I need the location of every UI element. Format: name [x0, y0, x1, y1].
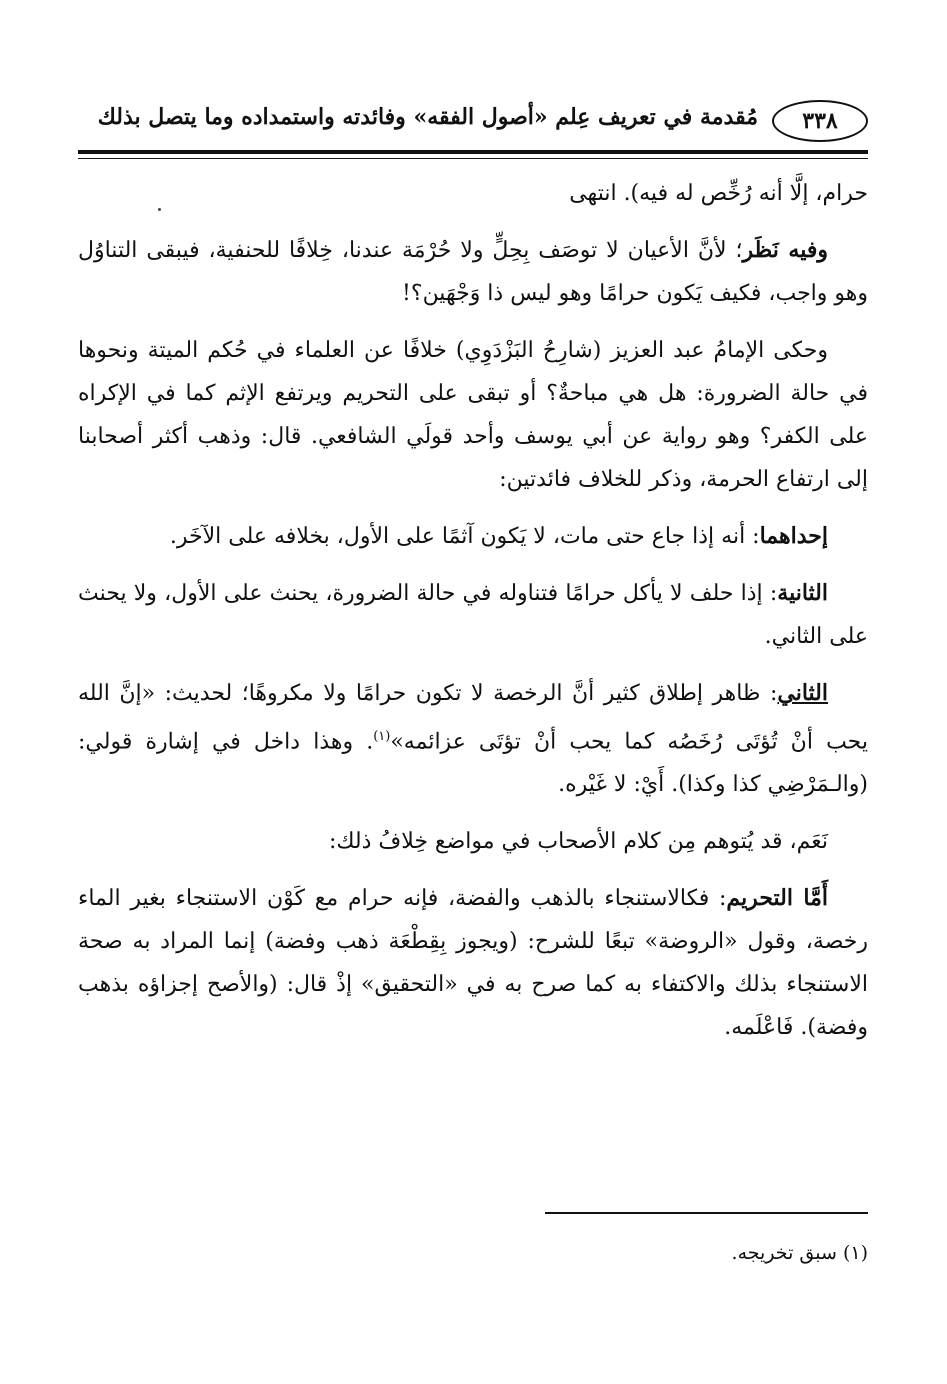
page-body	[78, 172, 868, 1063]
header-rule-thick	[78, 150, 868, 154]
paragraph-4-text: : أنه إذا جاع حتى مات، لا يَكون آثمًا على الأول، بخلافه على الآخَر.	[169, 524, 760, 549]
paragraph-2-text: ؛ لأنَّ الأعيان لا توصَف بِحِلٍّ ولا حُرْمَة عندنا، خِلافًا للحنفية، فيبقى التناوُل وهو واجب، فكيف يَكون حرامًا وهو ليس ذا وَجْهَين؟!	[78, 238, 868, 306]
paragraph-4	[78, 515, 868, 558]
page-header	[78, 100, 868, 144]
keyword-althani: الثاني	[777, 680, 828, 706]
paragraph-8-text: : فكالاستنجاء بالذهب والفضة، فإنه حرام مع كَوْن الاستنجاء بغير الماء رخصة، وقول «الروضة» تبعًا للشرح: (ويجوز بِقِطْعَة ذهب وفضة) إنما المراد به صحة الاستنجاء بذلك والاكتفاء به كما صرح به في «التحقيق» إذْ قال: (والأصح إجزاؤه بذهب وفضة). فَاعْلَمه.	[78, 886, 868, 1041]
paragraph-5-text: : إذا حلف لا يأكل حرامًا فتناوله في حالة الضرورة، يحنث على الأول، ولا يحنث على الثاني.	[78, 581, 868, 649]
paragraph-6	[78, 672, 868, 806]
header-rule-thin	[78, 158, 868, 159]
paragraph-8	[78, 877, 868, 1049]
keyword-althaniya: الثانية	[777, 580, 828, 606]
keyword-amma-altahrim: أَمَّا التحريم	[726, 885, 828, 912]
keyword-fihi-nazar: وفيه نَظَر	[742, 237, 828, 263]
paragraph-6-text-a: : ظاهر إطلاق كثير أنَّ الرخصة لا تكون حرامًا ولا مكروهًا؛ لحديث: «إنَّ الله يحب أنْ تُؤتَى رُخَصُه كما يحب أنْ تؤتَى عزائمه»	[78, 681, 868, 755]
footnote-separator	[545, 1212, 868, 1214]
page-number: ٣٣٨	[772, 100, 868, 142]
footnote-text: (١) سبق تخريجه.	[731, 1242, 868, 1264]
paragraph-3-text: وحكى الإمامُ عبد العزيز (شارِحُ البَزْدَوِي) خلافًا عن العلماء في حُكم الميتة ونحوها في حالة الضرورة: هل هي مباحةٌ؟ أو تبقى على التحريم ويرتفع الإثم كما في الإكراه على الكفر؟ وهو رواية عن أبي يوسف وأحد قولَي الشافعي. قال: وذهب أكثر أصحابنا إلى ارتفاع الحرمة، وذكر للخلاف فائدتين:	[78, 338, 869, 492]
keyword-ihdahuma: إحداهما	[759, 523, 828, 549]
paragraph-1-text: حرام، إلَّا أنه رُخِّص له فيه). انتهى	[569, 181, 868, 206]
footnote-reference[interactable]: (١)	[373, 729, 391, 744]
footnote	[78, 1242, 868, 1264]
paragraph-7-text: نَعَم، قد يُتوهم مِن كلام الأصحاب في مواضع خِلافُ ذلك:	[328, 829, 828, 855]
paragraph-5	[78, 572, 868, 658]
paragraph-7	[78, 820, 868, 863]
paragraph-6-text-b: . وهذا داخل في إشارة قولي: (والـمَرْضِي كذا وكذا). أَيْ: لا غَيْره.	[78, 729, 868, 798]
paragraph-3	[78, 329, 868, 501]
paragraph-1	[78, 172, 868, 215]
paragraph-2	[78, 229, 868, 315]
running-title: مُقدمة في تعريف عِلم «أصول الفقه» وفائدته واستمداده وما يتصل بذلك	[97, 104, 758, 130]
